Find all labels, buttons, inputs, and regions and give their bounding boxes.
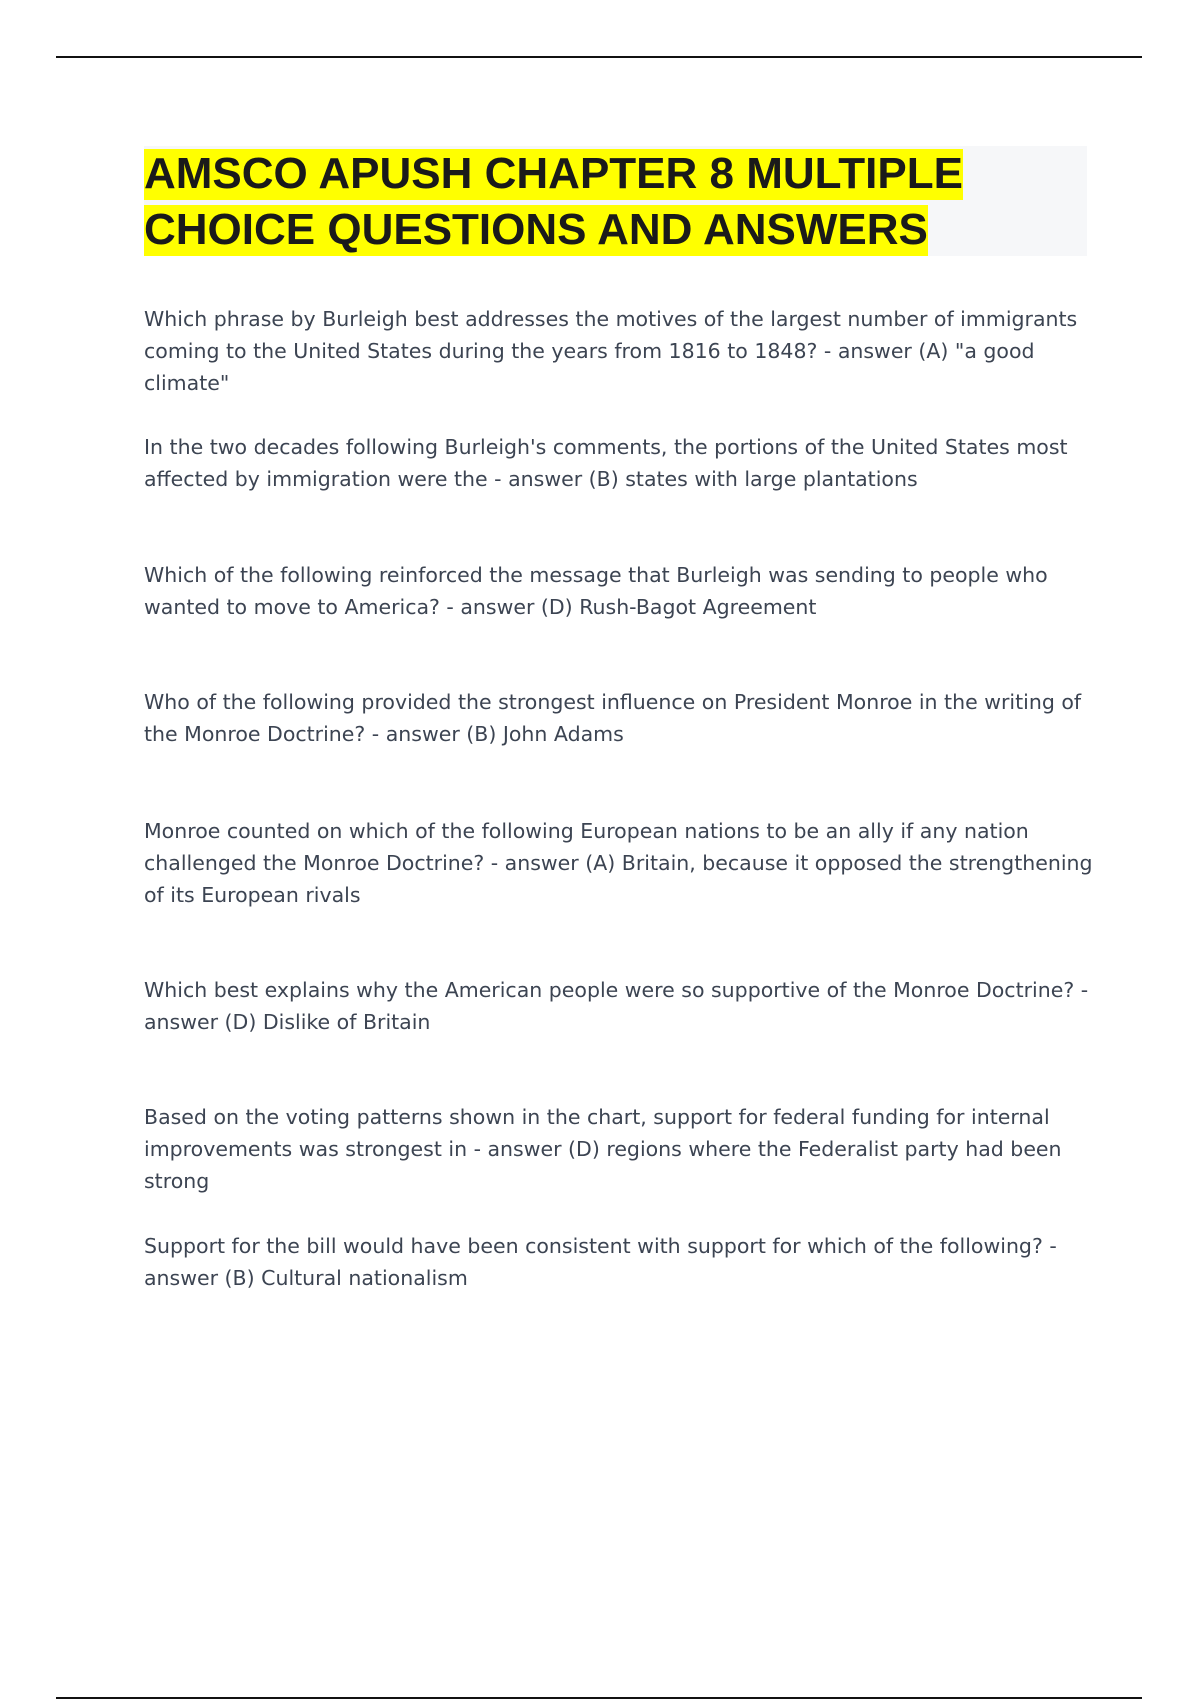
qa-item: Based on the voting patterns shown in the chart, support for federal funding for internal improvements was strongest in - answer (D) regions where the Federalist party had been strong bbox=[144, 1105, 1062, 1193]
qa-item: Which of the following reinforced the message that Burleigh was sending to people who wanted to move to America? - answer (D) Rush-Bagot Agreement bbox=[144, 563, 1048, 619]
qa-item: In the two decades following Burleigh's comments, the portions of the United States most affected by immigration were the - answer (B) states with large plantations bbox=[144, 435, 1068, 491]
qa-item: Support for the bill would have been consistent with support for which of the following? - answer (B) Cultural nationalism bbox=[144, 1234, 1057, 1290]
bottom-rule bbox=[56, 1697, 1142, 1699]
top-rule bbox=[56, 56, 1142, 58]
qa-item: Which phrase by Burleigh best addresses the motives of the largest number of immigrants coming to the United States during the years from 1816 to 1848? - answer (A) "a good climate" bbox=[144, 307, 1078, 395]
page-title bbox=[144, 146, 1087, 258]
qa-item: Who of the following provided the strongest influence on President Monroe in the writing of the Monroe Doctrine? - answer (B) John Adams bbox=[144, 690, 1082, 746]
title-block bbox=[144, 146, 1087, 256]
title-line-2: CHOICE QUESTIONS AND ANSWERS bbox=[144, 205, 928, 254]
title-line-1: AMSCO APUSH CHAPTER 8 MULTIPLE bbox=[144, 149, 963, 198]
qa-item: Which best explains why the American people were so supportive of the Monroe Doctrine? - answer (D) Dislike of Britain bbox=[144, 978, 1089, 1034]
qa-item: Monroe counted on which of the following European nations to be an ally if any nation challenged the Monroe Doctrine? - answer (A) Britain, because it opposed the strengthening of its European rivals bbox=[144, 819, 1093, 907]
